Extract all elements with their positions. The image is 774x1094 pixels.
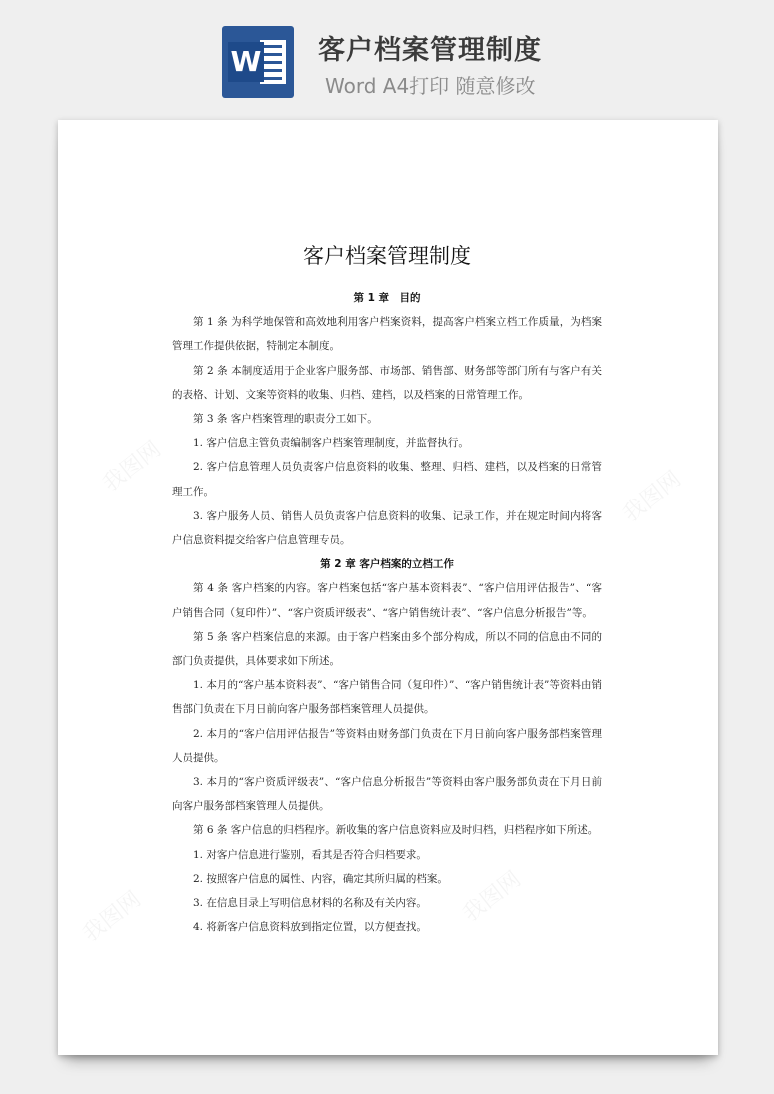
paragraph: 2. 本月的“客户信用评估报告”等资料由财务部门负责在下月日前向客户服务部档案管理人员提供。 bbox=[172, 727, 602, 764]
banner-title: 客户档案管理制度 bbox=[318, 35, 542, 66]
paragraph: 2. 按照客户信息的属性、内容，确定其所归属的档案。 bbox=[193, 872, 448, 885]
document-body bbox=[172, 286, 602, 939]
banner-subtitle: Word A4打印 随意修改 bbox=[325, 74, 536, 98]
paragraph: 1. 客户信息主管负责编制客户档案管理制度，并监督执行。 bbox=[193, 437, 469, 450]
chapter-heading: 第 2 章 客户档案的立档工作 bbox=[320, 558, 454, 571]
paragraph: 第 1 条 为科学地保管和高效地利用客户档案资料，提高客户档案立档工作质量，为档案管理工作提供依据，特制定本制度。 bbox=[172, 316, 602, 353]
word-document-icon bbox=[222, 26, 294, 98]
paragraph: 第 2 条 本制度适用于企业客户服务部、市场部、销售部、财务部等部门所有与客户有关的表格、计划、文案等资料的收集、归档、建档，以及档案的日常管理工作。 bbox=[172, 364, 602, 401]
watermark bbox=[615, 463, 686, 528]
paragraph: 第 6 条 客户信息的归档程序。新收集的客户信息资料应及时归档，归档程序如下所述。 bbox=[193, 824, 599, 837]
chapter-heading: 第 1 章 目的 bbox=[353, 292, 421, 304]
header-banner bbox=[0, 0, 774, 110]
paragraph: 4. 将新客户信息资料放到指定位置，以方便查找。 bbox=[193, 921, 427, 934]
document-page bbox=[58, 120, 718, 1055]
watermark bbox=[75, 883, 146, 948]
watermark bbox=[95, 433, 166, 498]
paragraph: 第 3 条 客户档案管理的职责分工如下。 bbox=[193, 413, 378, 426]
paragraph: 2. 客户信息管理人员负责客户信息资料的收集、整理、归档、建档，以及档案的日常管理工作。 bbox=[172, 461, 602, 498]
paragraph: 1. 本月的“客户基本资料表”、“客户销售合同（复印件）”、“客户销售统计表”等资料由销售部门负责在下月日前向客户服务部档案管理人员提供。 bbox=[172, 679, 602, 716]
document-title: 客户档案管理制度 bbox=[303, 244, 471, 268]
paragraph: 3. 在信息目录上写明信息材料的名称及有关内容。 bbox=[193, 897, 427, 910]
paragraph: 3. 客户服务人员、销售人员负责客户信息资料的收集、记录工作，并在规定时间内将客户信息资料提交给客户信息管理专员。 bbox=[172, 509, 602, 547]
paragraph: 第 5 条 客户档案信息的来源。由于客户档案由多个部分构成，所以不同的信息由不同的部门负责提供，具体要求如下所述。 bbox=[172, 630, 602, 668]
paragraph: 1. 对客户信息进行鉴别，看其是否符合归档要求。 bbox=[193, 848, 427, 861]
paragraph: 第 4 条 客户档案的内容。客户档案包括“客户基本资料表”、“客户信用评估报告”、“客户销售合同（复印件）”、“客户资质评级表”、“客户销售统计表”、“客户信息分析报告”等。 bbox=[172, 582, 602, 619]
paragraph: 3. 本月的“客户资质评级表”、“客户信息分析报告”等资料由客户服务部负责在下月日前向客户服务部档案管理人员提供。 bbox=[172, 776, 602, 813]
word-letter: W bbox=[228, 42, 264, 82]
